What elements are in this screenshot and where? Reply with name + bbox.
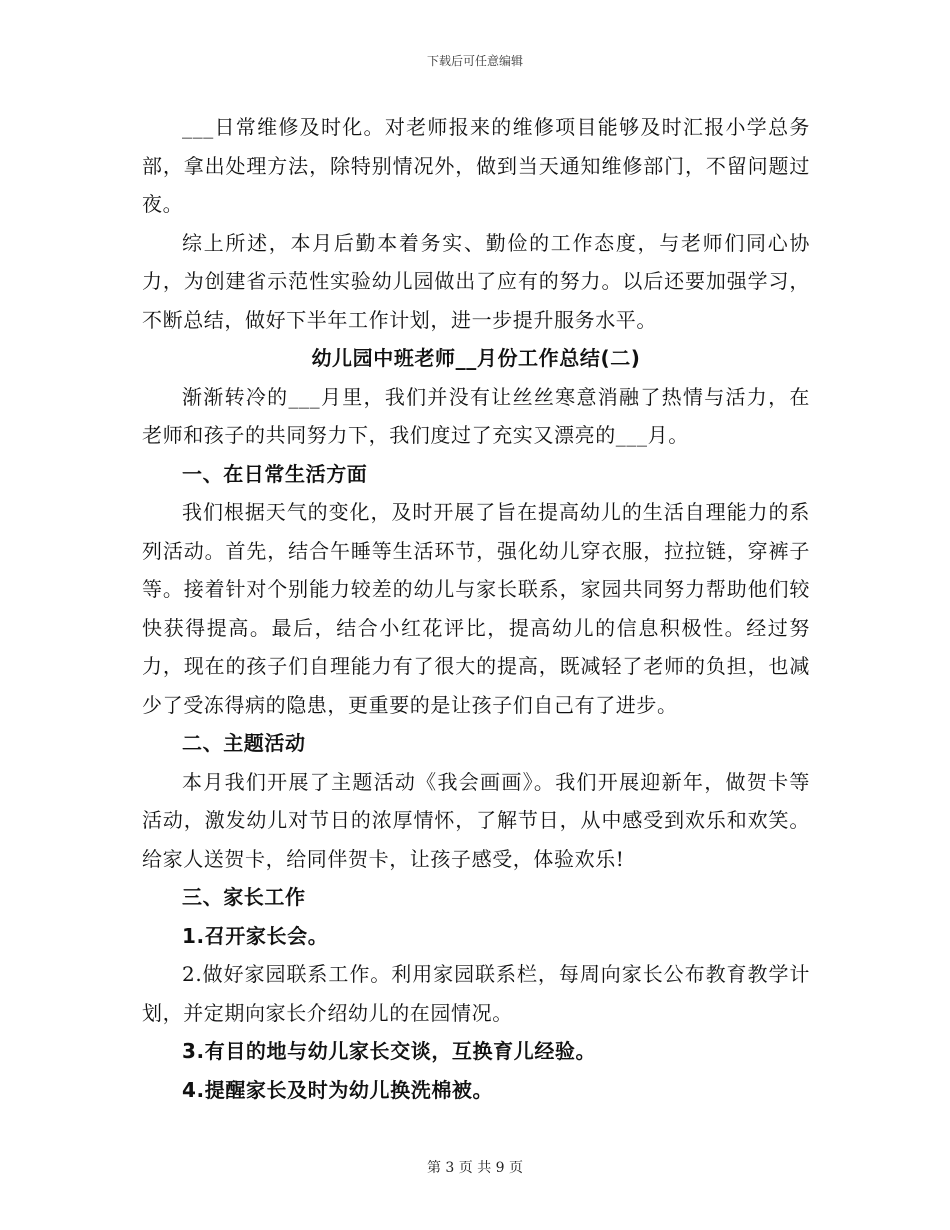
paragraph-summary: 综上所述，本月后勤本着务实、勤俭的工作态度，与老师们同心协力，为创建省示范性实验幼儿园做出了应有的努力。以后还要加强学习，不断总结，做好下半年工作计划，进一步提升服务水平。	[142, 230, 810, 332]
paragraph-maintenance: ___日常维修及时化。对老师报来的维修项目能够及时汇报小学总务部，拿出处理方法，除特别情况外，做到当天通知维修部门，不留问题过夜。	[142, 115, 810, 216]
page-number: 第 3 页 共 9 页	[426, 1160, 524, 1176]
heading-parent-work: 三、家长工作	[182, 885, 306, 909]
list-item-parent-meeting: 1.召开家长会。	[182, 923, 329, 948]
paragraph-daily-life: 我们根据天气的变化，及时开展了旨在提高幼儿的生活自理能力的系列活动。首先，结合午睡等生活环节，强化幼儿穿衣服，拉拉链，穿裤子等。接着针对个别能力较差的幼儿与家长联系，家园共同努力帮助他们较快获得提高。最后，结合小红花评比，提高幼儿的信息积极性。经过努力，现在的孩子们自理能力有了很大的提高，既减轻了老师的负担，也减少了受冻得病的隐患，更重要的是让孩子们自己有了进步。	[142, 500, 810, 717]
heading-daily-life: 一、在日常生活方面	[182, 461, 368, 486]
paragraph-intro: 渐渐转冷的___月里，我们并没有让丝丝寒意消融了热情与活力，在老师和孩子的共同努力下，我们度过了充实又漂亮的___月。	[142, 384, 810, 447]
page-header: 下载后可任意编辑	[426, 54, 523, 68]
paragraph-theme-activity: 本月我们开展了主题活动《我会画画》。我们开展迎新年，做贺卡等活动，激发幼儿对节日的浓厚情怀，了解节日，从中感受到欢乐和欢笑。给家人送贺卡，给同伴贺卡，让孩子感受，体验欢乐!	[142, 769, 810, 871]
list-item-bedding-reminder: 4.提醒家长及时为幼儿换洗棉被。	[182, 1077, 494, 1102]
list-item-home-contact: 2.做好家园联系工作。利用家园联系栏，每周向家长公布教育教学计划，并定期向家长介绍幼儿的在园情况。	[142, 962, 810, 1025]
section-title: 幼儿园中班老师__月份工作总结(二)	[311, 346, 641, 370]
document-body	[142, 108, 810, 1109]
heading-theme-activity: 二、主题活动	[182, 731, 306, 755]
list-item-parent-talk: 3.有目的地与幼儿家长交谈，互换育儿经验。	[182, 1039, 597, 1063]
